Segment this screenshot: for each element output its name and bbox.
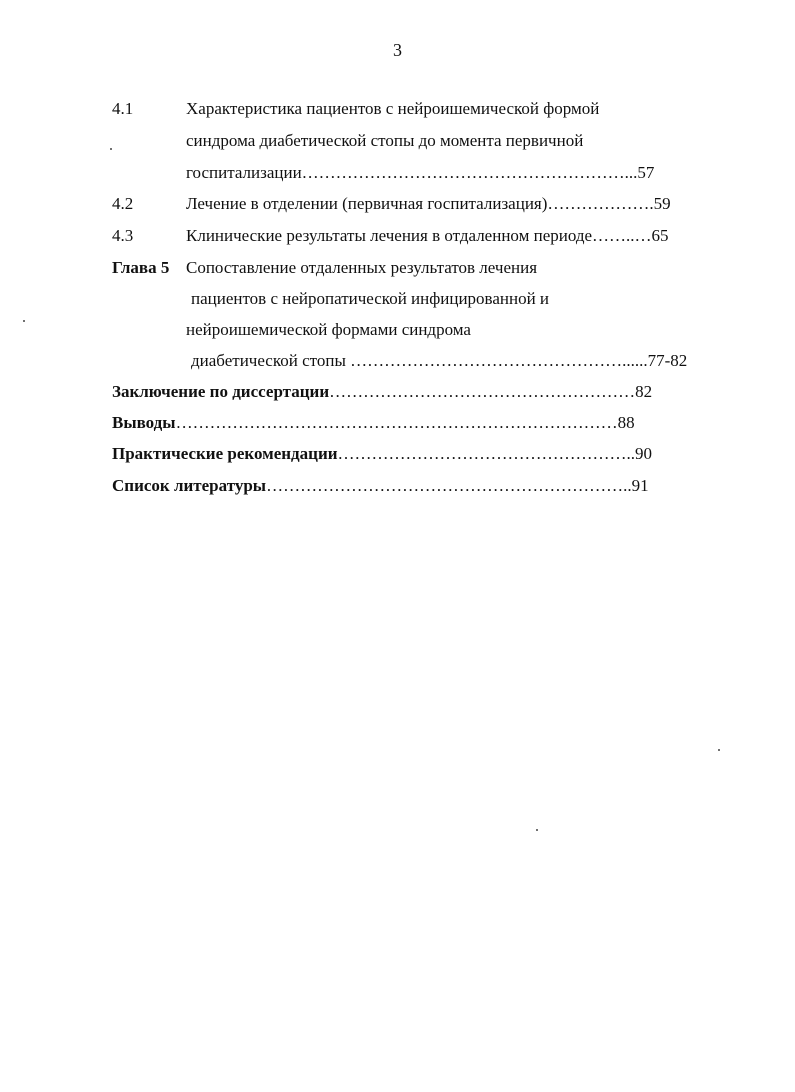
toc-entry-4-1-number: 4.1 [112, 99, 134, 118]
toc-chapter-5-label: Глава 5 [112, 258, 170, 277]
scan-speck [536, 829, 538, 831]
toc-chapter-5-title-line-4: диабетической стопы …………………………………………......77-82 [191, 351, 688, 370]
toc-findings-title: Выводы [112, 413, 176, 432]
toc-entry-4-1-title-line-2: синдрома диабетической стопы до момента первичной [186, 131, 584, 150]
toc-references [112, 475, 649, 497]
toc-references-title: Список литературы [112, 476, 267, 495]
toc-entry-4-2-number: 4.2 [112, 194, 134, 213]
toc-entry-4-3-title: Клинические результаты лечения в отдаленном периоде……..…65 [186, 226, 669, 245]
toc-chapter-5-title-line-3: нейроишемической формами синдрома [186, 320, 471, 339]
scan-speck [23, 320, 25, 322]
scan-speck [718, 749, 720, 751]
toc-entry-4-1-title-line-1: Характеристика пациентов с нейроишемической формой [186, 99, 600, 118]
toc-findings-leader: ……………………………………………………………………88 [175, 413, 635, 432]
toc-entry-4-1-title-line-3: госпитализации…………………………………………………...57 [186, 163, 655, 182]
toc-recommendations [112, 443, 652, 465]
toc-recommendations-leader: ……………………………………………..90 [337, 444, 653, 463]
toc-conclusion-leader: ………………………………………………82 [329, 382, 653, 401]
toc-entry-4-3-number: 4.3 [112, 226, 134, 245]
page-number: 3 [393, 40, 402, 60]
toc-entry-4-2-title: Лечение в отделении (первичная госпитализация)……………….59 [186, 194, 671, 213]
toc-references-leader: ………………………………………………………..91 [266, 476, 649, 495]
scan-speck [110, 148, 112, 150]
toc-chapter-5-title-line-1: Сопоставление отдаленных результатов лечения [186, 258, 538, 277]
toc-conclusion-title: Заключение по диссертации [112, 382, 330, 401]
toc-chapter-5-title-line-2: пациентов с нейропатической инфицированной и [191, 289, 550, 308]
toc-conclusion [112, 381, 652, 403]
toc-recommendations-title: Практические рекомендации [112, 444, 338, 463]
toc-findings [112, 412, 635, 434]
